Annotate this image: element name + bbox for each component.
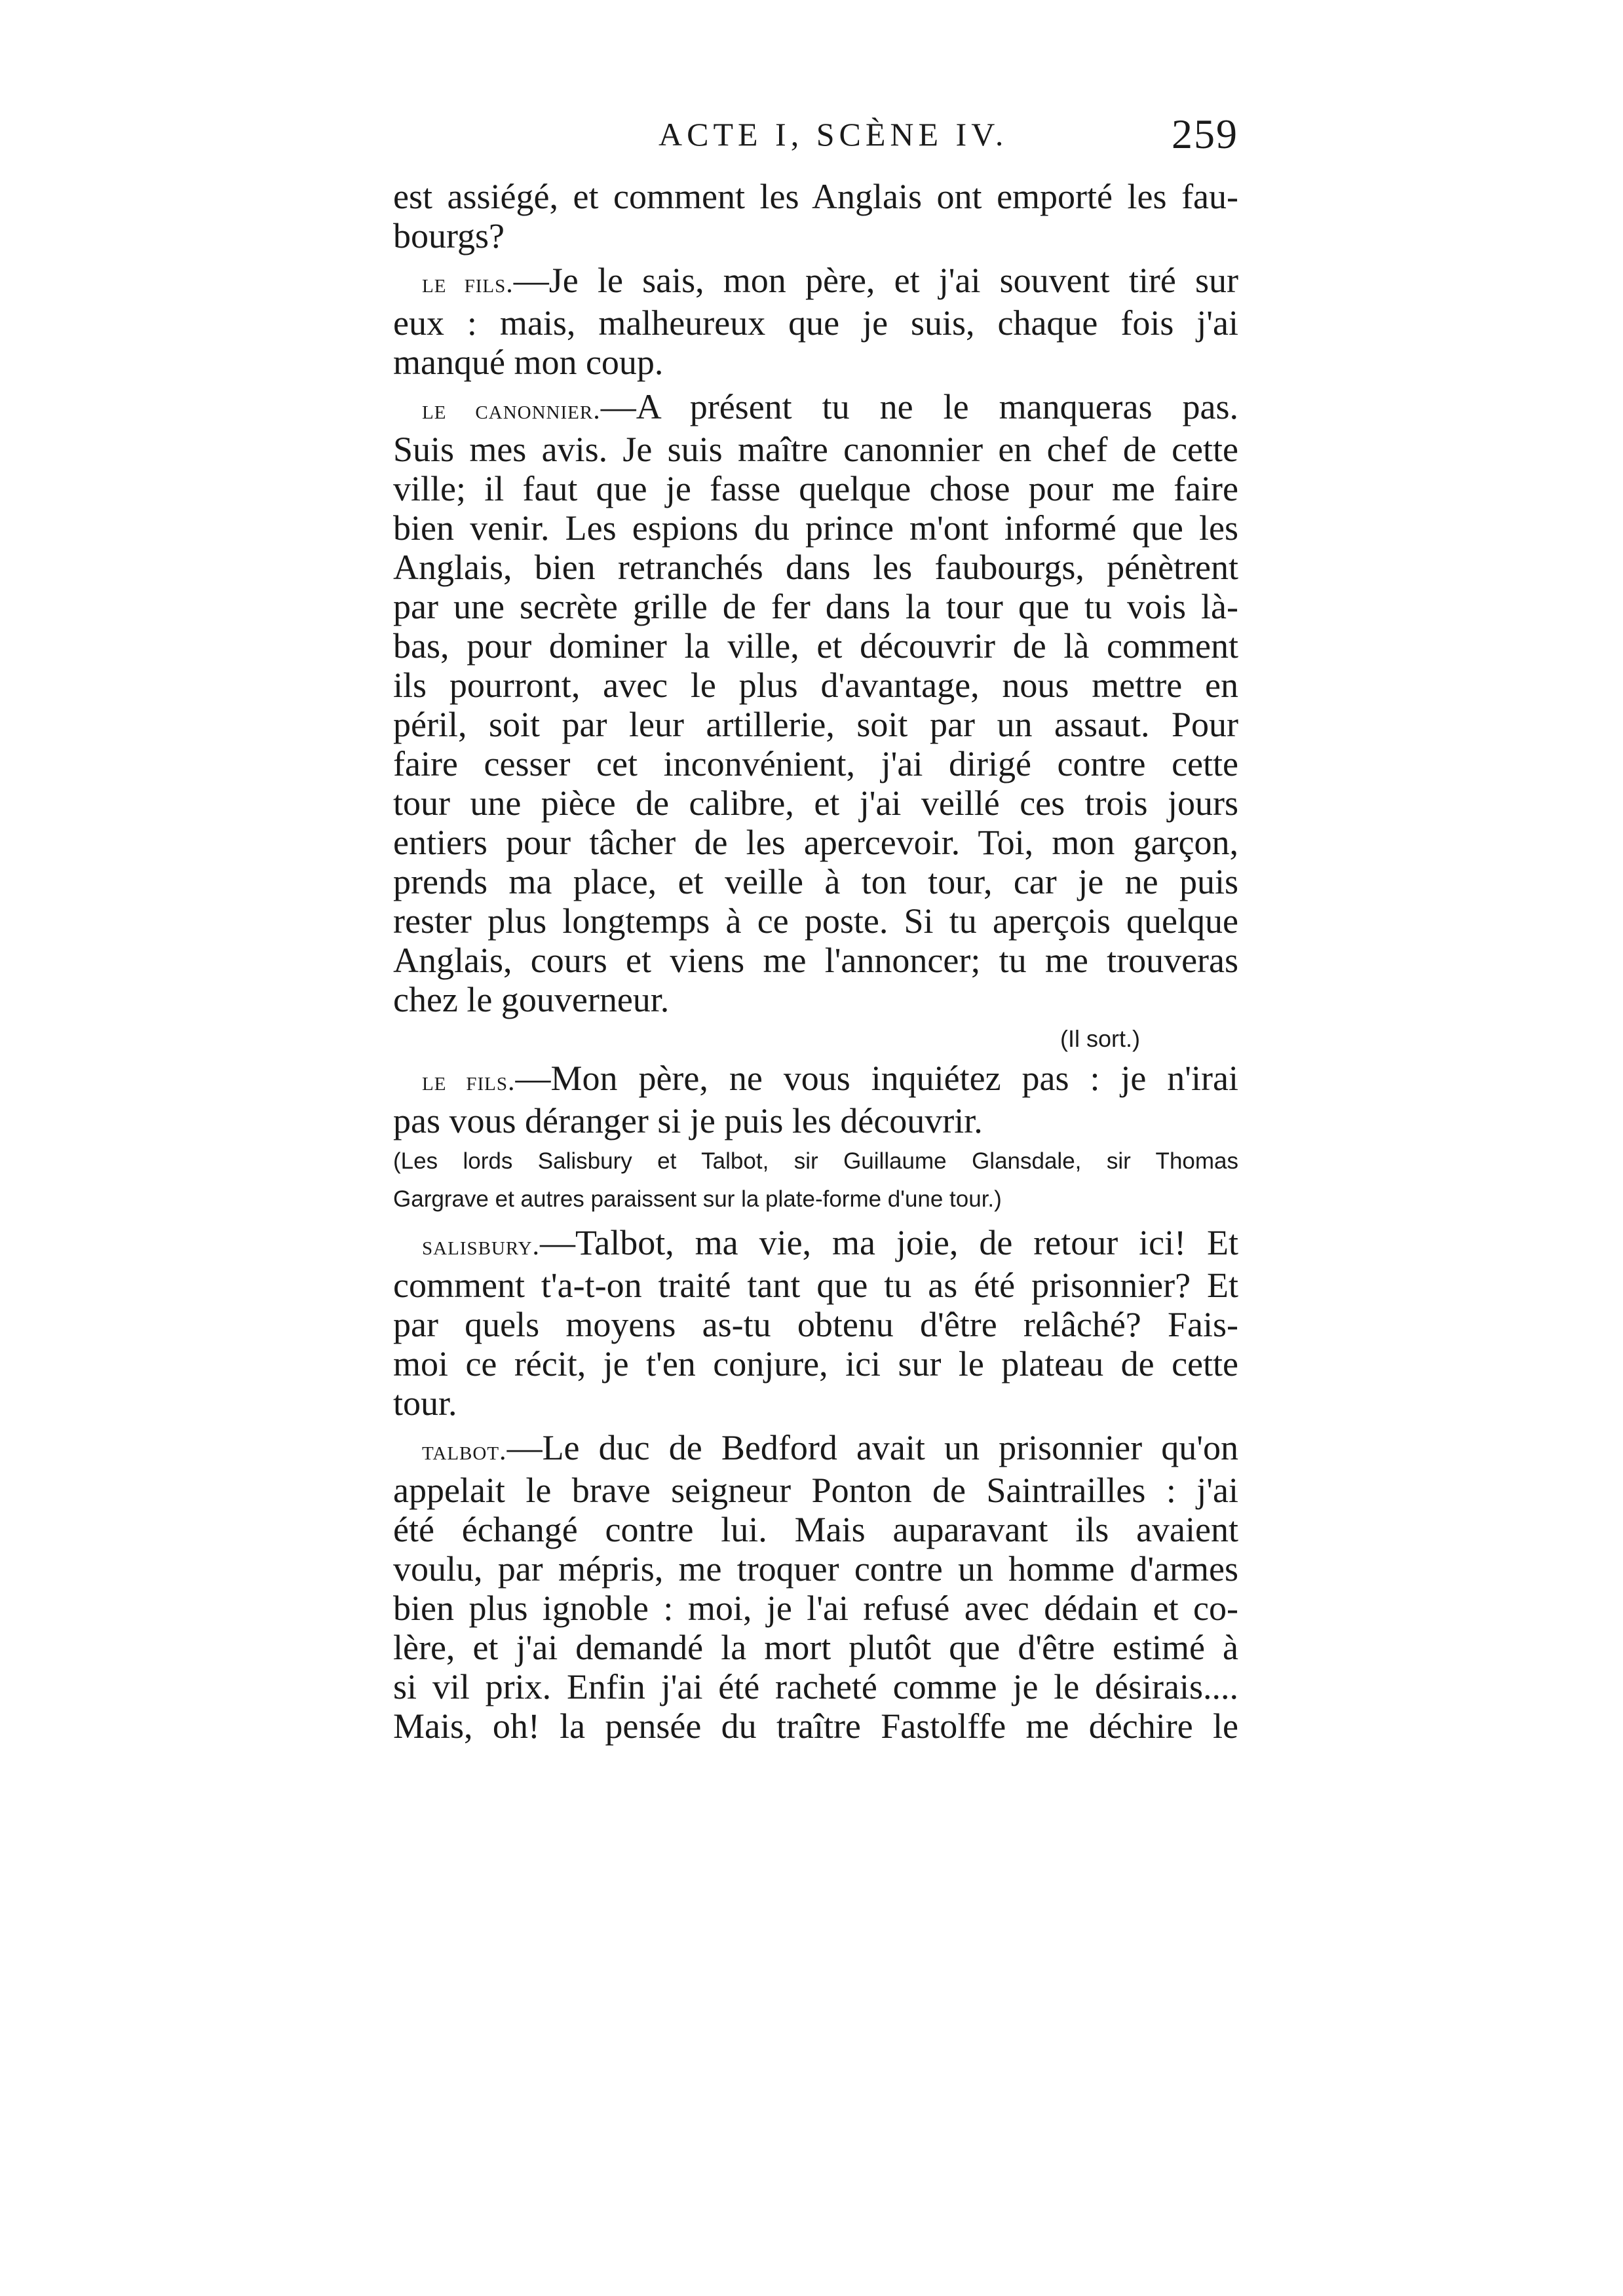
text-line: Mais, oh! la pensée du traître Fastolffe me déchire le	[393, 1706, 1238, 1746]
text-line: par quels moyens as-tu obtenu d'être relâché? Fais-	[393, 1305, 1238, 1344]
text-line: ville; il faut que je fasse quelque chose pour me faire	[393, 469, 1238, 508]
text-line: par une secrète grille de fer dans la tour que tu vois là-	[393, 587, 1238, 626]
text-line	[393, 387, 1238, 430]
speaker-name: le fils.	[422, 1066, 516, 1097]
text-line	[393, 261, 1238, 303]
text-line: bourgs?	[393, 216, 505, 255]
text-line: ils pourront, avec le plus d'avantage, nous mettre en	[393, 666, 1238, 705]
text-line	[393, 1059, 1238, 1101]
text-line: Anglais, cours et viens me l'annoncer; tu me trouveras	[393, 941, 1238, 980]
stage-direction-exit: (Il sort.)	[1060, 1025, 1140, 1052]
text-line: chez le gouverneur.	[393, 980, 670, 1019]
page-number: 259	[1172, 111, 1238, 157]
text-line: tour.	[393, 1383, 457, 1423]
stage-direction: (Les lords Salisbury et Talbot, sir Guillaume Glansdale, sir Thomas	[393, 1148, 1238, 1174]
text-line: faire cesser cet inconvénient, j'ai dirigé contre cette	[393, 744, 1238, 783]
page-header	[393, 110, 1238, 162]
speech-text: —Je le sais, mon père, et j'ai souvent tiré sur	[513, 261, 1238, 300]
text-line	[393, 1428, 1238, 1471]
text-line: péril, soit par leur artillerie, soit par un assaut. Pour	[393, 705, 1238, 744]
text-line: rester plus longtemps à ce poste. Si tu aperçois quelque	[393, 901, 1238, 941]
speaker-name: talbot.	[422, 1436, 507, 1466]
speech-text: —Talbot, ma vie, ma joie, de retour ici! Et	[540, 1223, 1238, 1262]
speech-text: —Mon père, ne vous inquiétez pas : je n'irai	[515, 1059, 1238, 1098]
stage-direction: Gargrave et autres paraissent sur la plate-forme d'une tour.)	[393, 1186, 1002, 1212]
text-line: tour une pièce de calibre, et j'ai veillé ces trois jours	[393, 783, 1238, 823]
speaker-name: le canonnier.	[422, 395, 601, 425]
text-line: voulu, par mépris, me troquer contre un homme d'armes	[393, 1549, 1238, 1589]
text-line: manqué mon coup.	[393, 343, 664, 382]
text-line: comment t'a-t-on traité tant que tu as été prisonnier? Et	[393, 1266, 1238, 1305]
running-head: ACTE I, SCÈNE IV.	[659, 116, 1008, 153]
speaker-name: le fils.	[422, 269, 514, 299]
text-line: Anglais, bien retranchés dans les faubourgs, pénètrent	[393, 548, 1238, 587]
text-line: si vil prix. Enfin j'ai été racheté comme je le désirais....	[393, 1667, 1238, 1706]
text-line: est assiégé, et comment les Anglais ont emporté les fau-	[393, 177, 1238, 216]
text-line: lère, et j'ai demandé la mort plutôt que d'être estimé à	[393, 1628, 1238, 1667]
text-line: Suis mes avis. Je suis maître canonnier en chef de cette	[393, 430, 1238, 469]
text-line: appelait le brave seigneur Ponton de Saintrailles : j'ai	[393, 1471, 1238, 1510]
text-line	[393, 1223, 1238, 1266]
speech-text: —A présent tu ne le manqueras pas.	[600, 387, 1238, 426]
text-line: prends ma place, et veille à ton tour, car je ne puis	[393, 862, 1238, 901]
text-line: bien venir. Les espions du prince m'ont informé que les	[393, 508, 1238, 548]
text-line: bien plus ignoble : moi, je l'ai refusé avec dédain et co-	[393, 1589, 1238, 1628]
speaker-name: salisbury.	[422, 1231, 541, 1261]
speech-text: —Le duc de Bedford avait un prisonnier qu'on	[506, 1428, 1238, 1467]
text-line: entiers pour tâcher de les apercevoir. Toi, mon garçon,	[393, 823, 1238, 862]
text-line: bas, pour dominer la ville, et découvrir de là comment	[393, 626, 1238, 666]
page-body	[393, 177, 1238, 1746]
text-line: eux : mais, malheureux que je suis, chaque fois j'ai	[393, 303, 1238, 343]
text-line: moi ce récit, je t'en conjure, ici sur le plateau de cette	[393, 1344, 1238, 1383]
text-line: été échangé contre lui. Mais auparavant ils avaient	[393, 1510, 1238, 1549]
text-line: pas vous déranger si je puis les découvrir.	[393, 1101, 983, 1140]
